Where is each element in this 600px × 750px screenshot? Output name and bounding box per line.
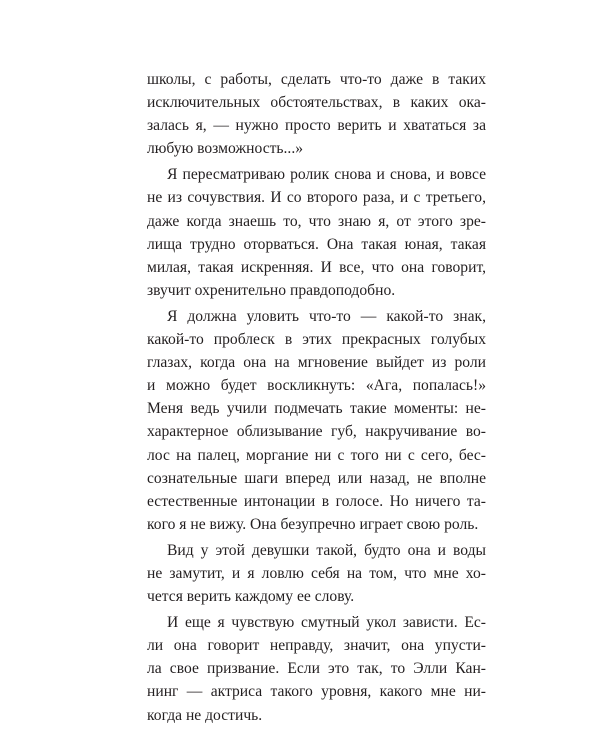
book-page-text <box>147 68 486 727</box>
text-line: естественные интонации в голосе. Но ничего та- <box>147 492 486 510</box>
text-line: звучит охренительно правдоподобно. <box>147 281 396 299</box>
text-line: милая, такая искренняя. И все, что она говорит, <box>147 258 486 276</box>
text-line: даже когда знаешь то, что знаю я, от этого зре- <box>147 212 486 230</box>
text-line: ла свое призвание. Если это так, то Элли Кан- <box>147 660 486 678</box>
text-line: чется верить каждому ее слову. <box>147 588 355 606</box>
text-line: исключительных обстоятельствах, в каких ока- <box>147 94 486 112</box>
text-line: любую возможность...» <box>147 140 304 158</box>
text-line: сознательные шаги вперед или назад, не вполне <box>147 469 486 487</box>
text-line: Я должна уловить что-то — какой-то знак, <box>167 307 486 325</box>
text-line: не из сочувствия. И со второго раза, и с третьего, <box>147 189 486 207</box>
text-line: Меня ведь учили подмечать такие моменты: не- <box>147 400 486 418</box>
paragraph <box>147 163 486 302</box>
text-line: лос на палец, моргание ни с того ни с сего, бес- <box>147 446 486 464</box>
text-line: и можно будет воскликнуть: «Ага, попалась!» <box>147 377 486 395</box>
text-line: лища трудно оторваться. Она такая юная, такая <box>147 235 486 253</box>
text-line: кого я не вижу. Она безупречно играет свою роль. <box>147 515 479 533</box>
text-line: не замутит, и я ловлю себя на том, что мне хо- <box>147 564 486 582</box>
text-line: какой-то проблеск в этих прекрасных голубых <box>147 331 486 349</box>
paragraph <box>147 68 486 160</box>
text-line: залась я, — нужно просто верить и хвататься за <box>147 117 486 135</box>
paragraph <box>147 305 486 536</box>
text-line: ли она говорит неправду, значит, она упусти- <box>147 637 486 655</box>
paragraph <box>147 611 486 726</box>
text-line: характерное облизывание губ, накручивание во- <box>147 423 486 441</box>
text-line: Вид у этой девушки такой, будто она и воды <box>167 541 486 559</box>
paragraph <box>147 539 486 608</box>
text-line: И еще я чувствую смутный укол зависти. Ес- <box>167 614 486 632</box>
text-line: когда не достичь. <box>147 706 263 724</box>
text-line: нинг — актриса такого уровня, какого мне ни- <box>147 683 486 701</box>
text-line: школы, с работы, сделать что-то даже в таких <box>147 71 486 88</box>
text-line: глазах, когда она на мгновение выйдет из роли <box>147 354 486 372</box>
text-line: Я пересматриваю ролик снова и снова, и вовсе <box>167 166 486 184</box>
